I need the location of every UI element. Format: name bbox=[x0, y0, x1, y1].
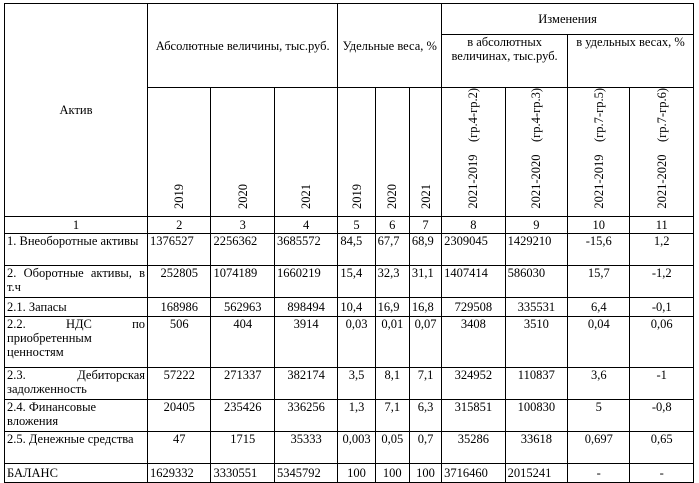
change-formula: (гр.4-гр.2) bbox=[466, 88, 481, 142]
row-label: 2. Оборотные активы, в т.ч bbox=[5, 265, 148, 297]
table-cell: -1,2 bbox=[630, 265, 694, 297]
table-cell: 252805 bbox=[148, 265, 211, 297]
table-cell: -0,1 bbox=[630, 297, 694, 316]
year-label: 2021 bbox=[418, 183, 433, 209]
table-cell: 3330551 bbox=[211, 463, 274, 482]
header-changes-absolute: в абсолютных величинах, тыс.руб. bbox=[442, 35, 568, 88]
year-label: 2020 bbox=[385, 183, 400, 209]
header-specific: Удельные веса, % bbox=[338, 4, 442, 88]
table-cell: 0,06 bbox=[630, 316, 694, 367]
table-cell: 110837 bbox=[505, 367, 567, 399]
change-formula: (гр.7-гр.6) bbox=[654, 88, 669, 142]
table-cell: 8,1 bbox=[375, 367, 409, 399]
table-cell: 35333 bbox=[274, 431, 337, 463]
table-cell: 1715 bbox=[211, 431, 274, 463]
column-number: 6 bbox=[375, 216, 409, 233]
year-label: 2019 bbox=[349, 183, 364, 209]
table-cell: 0,05 bbox=[375, 431, 409, 463]
table-cell: 0,697 bbox=[568, 431, 630, 463]
change-formula: (гр.7-гр.5) bbox=[591, 88, 606, 142]
table-cell: 5345792 bbox=[274, 463, 337, 482]
table-cell: 84,5 bbox=[338, 233, 375, 265]
column-number: 4 bbox=[274, 216, 337, 233]
table-cell: 271337 bbox=[211, 367, 274, 399]
header-absolute: Абсолютные величины, тыс.руб. bbox=[148, 4, 338, 88]
year-header bbox=[274, 88, 337, 217]
table-cell: 7,1 bbox=[375, 399, 409, 431]
table-cell: 3716460 bbox=[442, 463, 505, 482]
table-cell: 506 bbox=[148, 316, 211, 367]
table-cell: 2309045 bbox=[442, 233, 505, 265]
table-cell: 1,2 bbox=[630, 233, 694, 265]
year-label: 2020 bbox=[235, 183, 250, 209]
table-cell: 6,3 bbox=[409, 399, 441, 431]
table-cell: 315851 bbox=[442, 399, 505, 431]
header-changes: Изменения bbox=[442, 4, 694, 35]
table-cell: 2015241 bbox=[505, 463, 567, 482]
change-header bbox=[505, 88, 567, 217]
column-number: 5 bbox=[338, 216, 375, 233]
table-cell: 10,4 bbox=[338, 297, 375, 316]
table-cell: 100 bbox=[338, 463, 375, 482]
row-label: 2.2. НДС по приобретенным ценностям bbox=[5, 316, 148, 367]
change-period: 2021-2020 bbox=[654, 154, 669, 209]
row-label: 2.4. Финансовые вложения bbox=[5, 399, 148, 431]
table-cell: 3685572 bbox=[274, 233, 337, 265]
table-cell: - bbox=[568, 463, 630, 482]
table-cell: 404 bbox=[211, 316, 274, 367]
column-number: 3 bbox=[211, 216, 274, 233]
table-cell: 3408 bbox=[442, 316, 505, 367]
table-cell: 168986 bbox=[148, 297, 211, 316]
table-cell: 1,3 bbox=[338, 399, 375, 431]
row-label: 2.5. Денежные средства bbox=[5, 431, 148, 463]
row-label: БАЛАНС bbox=[5, 463, 148, 482]
table-cell: 20405 bbox=[148, 399, 211, 431]
table-cell: 0,01 bbox=[375, 316, 409, 367]
table-cell: 0,07 bbox=[409, 316, 441, 367]
column-number: 9 bbox=[505, 216, 567, 233]
column-number: 7 bbox=[409, 216, 441, 233]
change-period: 2021-2019 bbox=[591, 154, 606, 209]
table-cell: 68,9 bbox=[409, 233, 441, 265]
table-cell: 3,6 bbox=[568, 367, 630, 399]
table-cell: 3510 bbox=[505, 316, 567, 367]
table-cell: 33618 bbox=[505, 431, 567, 463]
table-cell: - bbox=[630, 463, 694, 482]
table-cell: 47 bbox=[148, 431, 211, 463]
year-header bbox=[148, 88, 211, 217]
table-cell: 31,1 bbox=[409, 265, 441, 297]
table-cell: 1629332 bbox=[148, 463, 211, 482]
table-cell: 335531 bbox=[505, 297, 567, 316]
table-cell: 15,7 bbox=[568, 265, 630, 297]
year-label: 2021 bbox=[299, 183, 314, 209]
table-cell: 32,3 bbox=[375, 265, 409, 297]
change-period: 2021-2019 bbox=[466, 154, 481, 209]
row-label: 2.1. Запасы bbox=[5, 297, 148, 316]
change-header bbox=[630, 88, 694, 217]
row-label: 2.3. Дебиторская задолженность bbox=[5, 367, 148, 399]
table-cell: 100830 bbox=[505, 399, 567, 431]
table-cell: 729508 bbox=[442, 297, 505, 316]
header-changes-specific: в удельных весах, % bbox=[568, 35, 694, 88]
table-cell: 0,03 bbox=[338, 316, 375, 367]
table-cell: 1376527 bbox=[148, 233, 211, 265]
column-number: 10 bbox=[568, 216, 630, 233]
table-cell: 898494 bbox=[274, 297, 337, 316]
table-cell: 0,003 bbox=[338, 431, 375, 463]
table-cell: 16,8 bbox=[409, 297, 441, 316]
year-header bbox=[338, 88, 375, 217]
change-period: 2021-2020 bbox=[529, 154, 544, 209]
table-cell: 324952 bbox=[442, 367, 505, 399]
table-cell: 1429210 bbox=[505, 233, 567, 265]
table-cell: 0,04 bbox=[568, 316, 630, 367]
change-formula: (гр.4-гр.3) bbox=[529, 88, 544, 142]
table-cell: 1074189 bbox=[211, 265, 274, 297]
year-header bbox=[375, 88, 409, 217]
table-cell: 586030 bbox=[505, 265, 567, 297]
year-header bbox=[409, 88, 441, 217]
change-header bbox=[568, 88, 630, 217]
table-cell: 3914 bbox=[274, 316, 337, 367]
year-label: 2019 bbox=[172, 183, 187, 209]
year-header bbox=[211, 88, 274, 217]
table-cell: 562963 bbox=[211, 297, 274, 316]
table-cell: 67,7 bbox=[375, 233, 409, 265]
table-cell: 57222 bbox=[148, 367, 211, 399]
table-cell: 1660219 bbox=[274, 265, 337, 297]
table-cell: 0,7 bbox=[409, 431, 441, 463]
column-number: 2 bbox=[148, 216, 211, 233]
table-cell: -0,8 bbox=[630, 399, 694, 431]
table-cell: 3,5 bbox=[338, 367, 375, 399]
table-cell: 35286 bbox=[442, 431, 505, 463]
row-label: 1. Внеоборотные активы bbox=[5, 233, 148, 265]
table-cell: 382174 bbox=[274, 367, 337, 399]
table-cell: 100 bbox=[375, 463, 409, 482]
table-cell: 6,4 bbox=[568, 297, 630, 316]
table-cell: 0,65 bbox=[630, 431, 694, 463]
table-cell: 7,1 bbox=[409, 367, 441, 399]
table-cell: 16,9 bbox=[375, 297, 409, 316]
table-cell: 5 bbox=[568, 399, 630, 431]
change-header bbox=[442, 88, 505, 217]
table-cell: 1407414 bbox=[442, 265, 505, 297]
table-cell: 15,4 bbox=[338, 265, 375, 297]
asset-analysis-table bbox=[4, 3, 694, 483]
column-number: 8 bbox=[442, 216, 505, 233]
table-cell: 100 bbox=[409, 463, 441, 482]
table-cell: -1 bbox=[630, 367, 694, 399]
column-number: 1 bbox=[5, 216, 148, 233]
column-number: 11 bbox=[630, 216, 694, 233]
table-cell: 2256362 bbox=[211, 233, 274, 265]
table-cell: 336256 bbox=[274, 399, 337, 431]
header-asset: Актив bbox=[5, 4, 148, 217]
table-cell: -15,6 bbox=[568, 233, 630, 265]
table-cell: 235426 bbox=[211, 399, 274, 431]
